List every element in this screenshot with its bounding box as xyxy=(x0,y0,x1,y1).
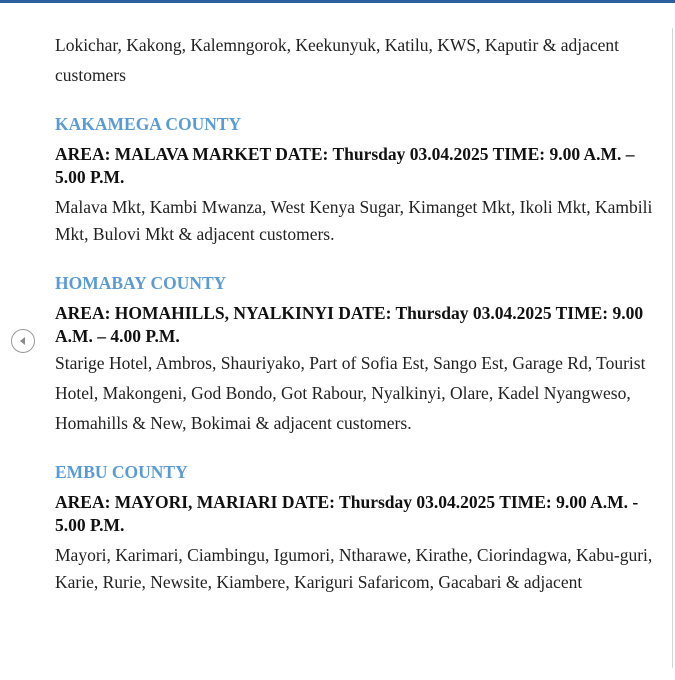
area-details: Karie, Rurie, Newsite, Kiambere, Kariguri Safaricom, Gacabari & adjacent xyxy=(55,572,583,592)
county-heading: HOMABAY COUNTY xyxy=(55,273,227,293)
area-details: Mkt, Bulovi Mkt & adjacent customers. xyxy=(55,224,335,244)
document-body xyxy=(55,30,655,597)
area-details: Starige Hotel, Ambros, Shauriyako, Part of Sofia Est, Sango Est, Garage Rd, Tourist Hotel, Makongeni, God Bondo, Got Rabour, Nyalkinyi, Olare, Kadel Nyangweso, Homahills & New, Bokimai & adjacent customers. xyxy=(55,353,646,433)
area-heading: AREA: MAYORI, MARIARI DATE: Thursday 03.04.2025 TIME: 9.00 A.M. - 5.00 P.M. xyxy=(55,492,639,535)
page-edge-rule xyxy=(672,28,673,668)
circle-arrow-left-icon[interactable] xyxy=(11,329,35,353)
county-heading: KAKAMEGA COUNTY xyxy=(55,114,242,134)
county-heading: EMBU COUNTY xyxy=(55,462,188,482)
area-heading: AREA: HOMAHILLS, NYALKINYI DATE: Thursday 03.04.2025 TIME: 9.00 A.M. – 4.00 P.M. xyxy=(55,303,644,346)
top-rule xyxy=(0,0,675,3)
area-heading: AREA: MALAVA MARKET DATE: Thursday 03.04.2025 TIME: 9.00 A.M. – 5.00 P.M. xyxy=(55,144,635,187)
section-embu xyxy=(55,460,655,597)
arrow-left-glyph xyxy=(18,336,28,346)
intro-paragraph: Lokichar, Kakong, Kalemngorok, Keekunyuk, Katilu, KWS, Kaputir & adjacent customers xyxy=(55,35,620,85)
section-kakamega xyxy=(55,112,655,249)
area-details: Mayori, Karimari, Ciambingu, Igumori, Ntharawe, Kirathe, Ciorindagwa, Kabu-guri, xyxy=(55,545,653,565)
section-homabay xyxy=(55,271,655,438)
area-details: Malava Mkt, Kambi Mwanza, West Kenya Sugar, Kimanget Mkt, Ikoli Mkt, Kambili xyxy=(55,197,653,217)
